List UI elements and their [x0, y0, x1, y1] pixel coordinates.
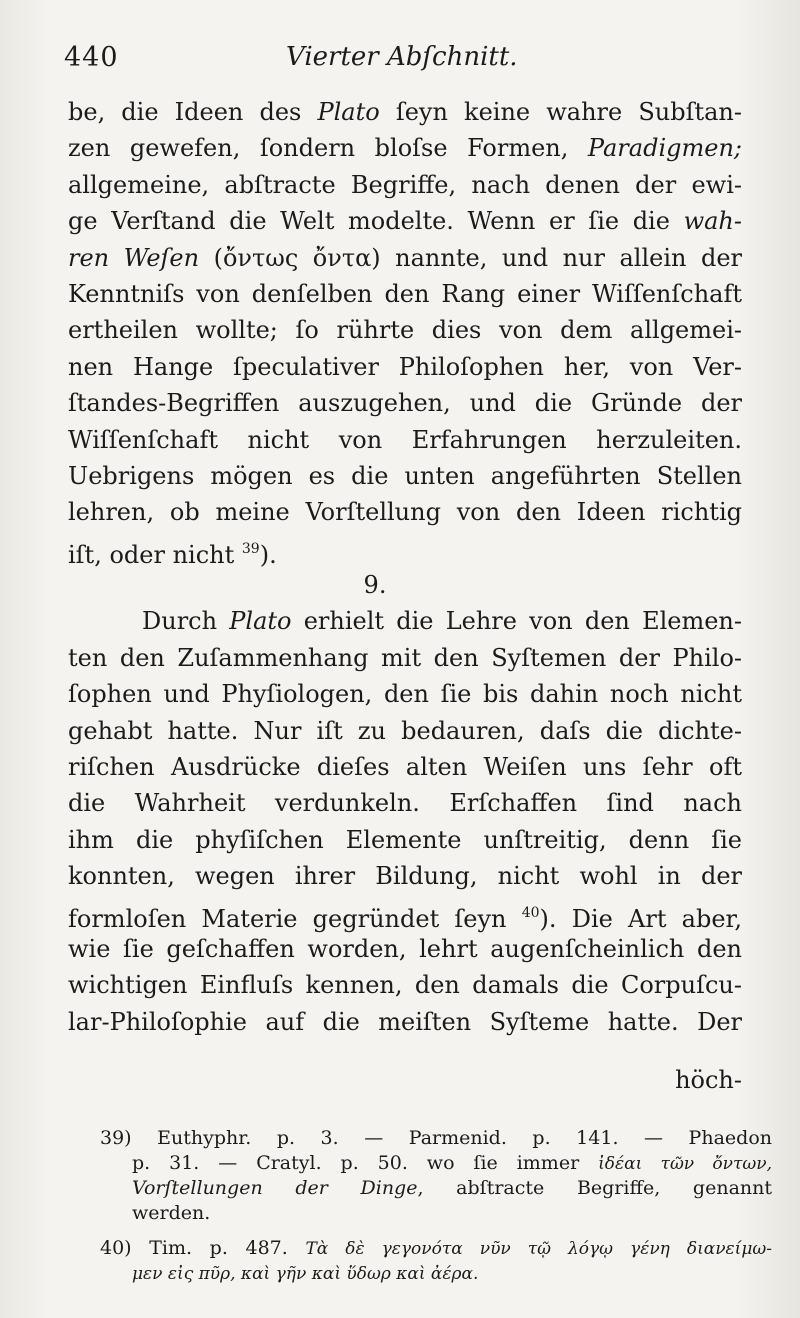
text-line: ſtandes-Begriffen auszugehen, und die Gründe der — [68, 389, 742, 418]
footnote-line: Vorſtellungen der Dinge, abſtracte Begriffe, genannt — [132, 1177, 772, 1199]
text-line: ten den Zuſammenhang mit den Syſtemen der Philo- — [68, 643, 742, 672]
section-number: 9. — [363, 571, 387, 600]
footnote-line: μεν εἰς πῦρ, καὶ γῆν καὶ ὕδωρ καὶ ἀέρα. — [132, 1263, 479, 1284]
text-line: be, die Ideen des Plato ſeyn keine wahre Subſtan- — [68, 98, 742, 126]
text-line: wie ſie geſchaffen worden, lehrt augenſcheinlich den — [68, 934, 742, 963]
footnote-line: p. 31. — Cratyl. p. 50. wo ſie immer ἰδέαι τῶν ὄντων, — [132, 1151, 772, 1174]
text-line: ihm die phyſiſchen Elemente unſtreitig, denn ſie — [68, 825, 742, 854]
text-line: riſchen Ausdrücke dieſes alten Weiſen uns ſehr oft — [68, 753, 742, 782]
text-line: Kenntniſs von denſelben den Rang einer Wiſſenſchaft — [68, 279, 742, 308]
text-line: konnten, wegen ihrer Bildung, nicht wohl in der — [68, 862, 742, 891]
catchword: höch- — [675, 1066, 742, 1094]
text-line: iſt, oder nicht $^{39}$). — [68, 540, 277, 569]
text-line: lar-Philoſophie auf die meiſten Syſteme hatte. Der — [68, 1007, 742, 1036]
text-line: gehabt hatte. Nur iſt zu bedauren, daſs die dichte- — [68, 716, 742, 745]
text-line: formloſen Materie gegründet ſeyn $^{40}$). Die Art aber, — [68, 904, 742, 933]
footnote-39 — [100, 1126, 772, 1225]
footnote-ref: 39 — [241, 540, 260, 557]
main-text — [68, 94, 742, 1040]
text-line: wichtigen Einfluſs kennen, den damals die Corpuſcu- — [68, 971, 742, 1000]
text-line: Wiſſenſchaft nicht von Erfahrungen herzuleiten. — [68, 425, 742, 454]
text-line: Uebrigens mögen es die unten angeführten Stellen — [68, 461, 742, 490]
text-line: ge Verſtand die Welt modelte. Wenn er ſie die wah- — [68, 207, 742, 236]
text-line: ſophen und Phyſiologen, den ſie bis dahin noch nicht — [68, 680, 742, 709]
text-line: ren Weſen (ὄντως ὄντα) nannte, und nur allein der — [68, 243, 742, 272]
page-header — [64, 42, 744, 82]
text-line: lehren, ob meine Vorſtellung von den Ideen richtig — [68, 498, 742, 527]
text-line: Durch Plato erhielt die Lehre von den Elemen- — [142, 607, 742, 636]
running-head: Vierter Abſchnitt. — [286, 42, 518, 72]
text-line: die Wahrheit verdunkeln. Erſchaffen ſind nach — [68, 789, 742, 818]
footnote-line: werden. — [132, 1201, 211, 1224]
footnote-ref: 40 — [521, 904, 540, 921]
footnote-40 — [100, 1236, 772, 1286]
footnotes — [100, 1126, 772, 1286]
text-line: allgemeine, abſtracte Begriffe, nach denen der ewi- — [68, 170, 742, 199]
footnote-line: 39) Euthyphr. p. 3. — Parmenid. p. 141. — Phaedon — [100, 1127, 772, 1149]
page-number: 440 — [64, 42, 119, 73]
text-line: ertheilen wollte; ſo rührte dies von dem allgemei- — [68, 316, 742, 345]
text-line: nen Hange ſpeculativer Philoſophen her, von Ver- — [68, 352, 742, 381]
footnote-line: 40) Tim. p. 487. Τὰ δὲ γεγονότα νῦν τῷ λόγῳ γένη διανείμω- — [100, 1237, 772, 1259]
text-line: zen gewefen, ſondern bloſse Formen, Paradigmen; — [68, 134, 742, 163]
